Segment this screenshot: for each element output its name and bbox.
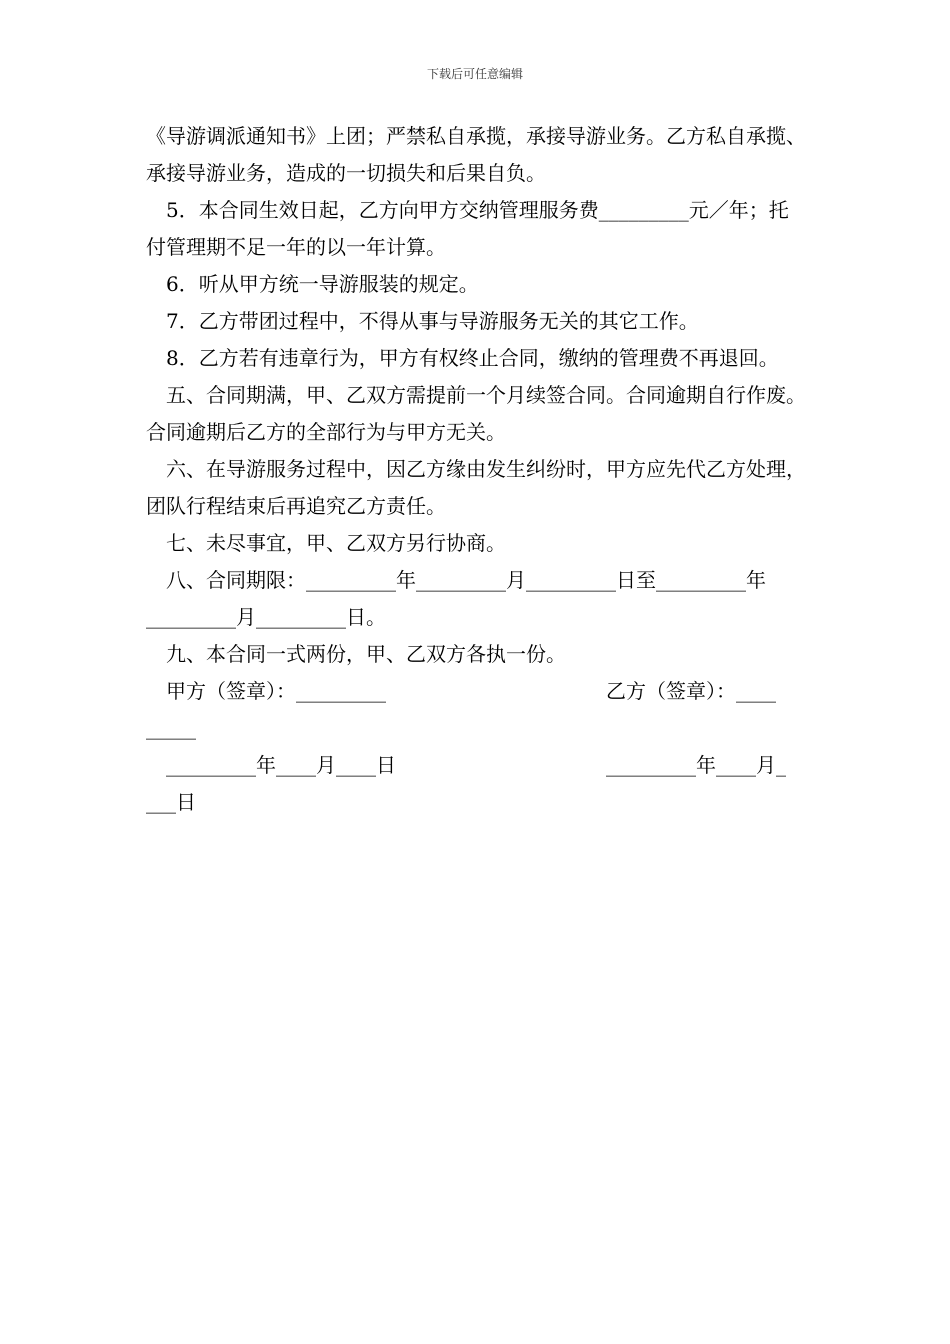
party-b-date-cont: ___日 (146, 790, 196, 814)
clause-7-duty: 7．乙方带团过程中，不得从事与导游服务无关的其它工作。 (166, 309, 699, 333)
party-a-signature: 甲方（签章）：_________ (166, 679, 386, 703)
clause-6-uniform: 6．听从甲方统一导游服装的规定。 (166, 272, 479, 296)
contract-body (146, 118, 808, 821)
article-7-misc: 七、未尽事宜，甲、乙双方另行协商。 (166, 531, 506, 555)
party-b-signature: 乙方（签章）：____ (606, 679, 776, 703)
page-header: 下载后可任意编辑 (426, 67, 523, 81)
article-6-dispute: 六、在导游服务过程中，因乙方缘由发生纠纷时，甲方应先代乙方处理，团队行程结束后再追究乙方责任。 (146, 457, 806, 518)
party-b-signature-cont: _____ (146, 716, 196, 740)
clause-5-fee: 5．本合同生效日起，乙方向甲方交纳管理服务费_________元／年；托付管理期不足一年的以一年计算。 (146, 198, 789, 259)
signature-row (146, 673, 808, 710)
party-b-date: _________年____月_ (606, 753, 786, 777)
party-a-date: _________年____月____日 (166, 753, 396, 777)
article-8-term: 八、合同期限：_________年_________月_________日至_________年_________月_________日。 (146, 568, 766, 629)
paragraph-upteam: 《导游调派通知书》上团；严禁私自承揽，承接导游业务。乙方私自承揽、承接导游业务，造成的一切损失和后果自负。 (146, 124, 806, 185)
clause-8-violation: 8．乙方若有违章行为，甲方有权终止合同，缴纳的管理费不再退回。 (166, 346, 779, 370)
article-5-renewal: 五、合同期满，甲、乙双方需提前一个月续签合同。合同逾期自行作废。合同逾期后乙方的全部行为与甲方无关。 (146, 383, 806, 444)
date-row (146, 747, 808, 784)
article-9-copies: 九、本合同一式两份，甲、乙双方各执一份。 (166, 642, 566, 666)
